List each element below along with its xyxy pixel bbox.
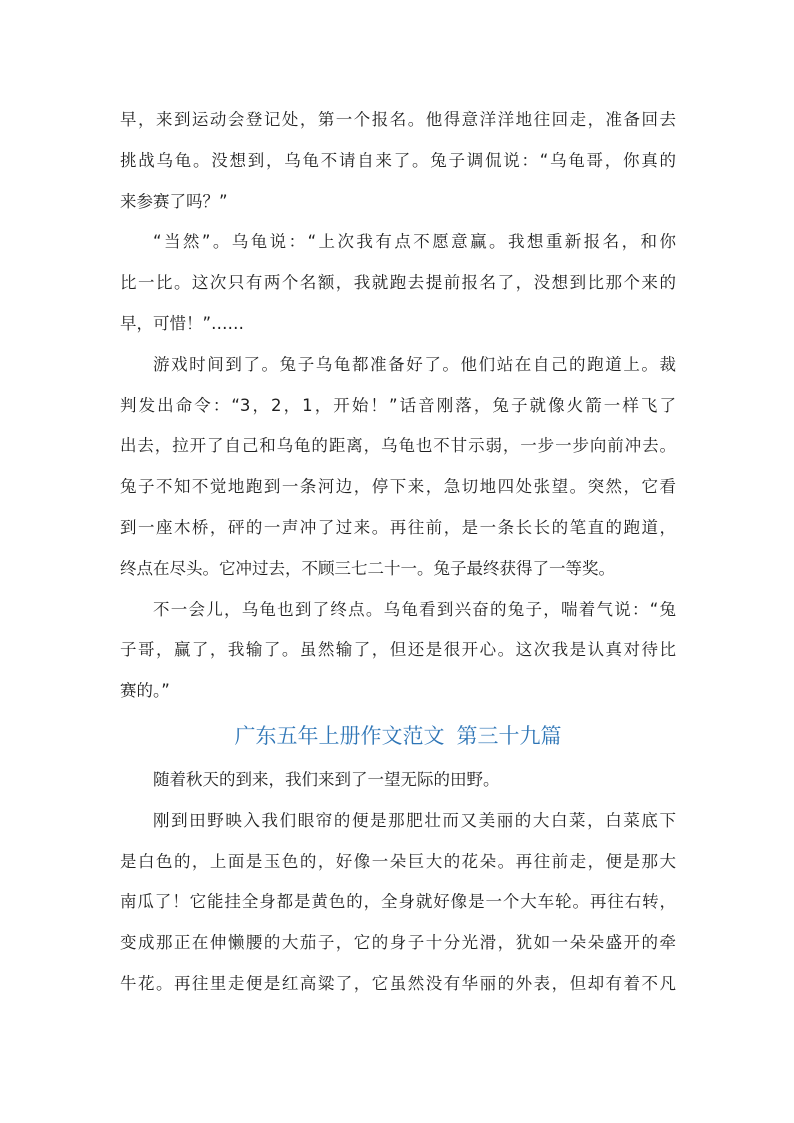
text-line: 是白色的，上面是玉色的，好像一朵巨大的花朵。再往前走，便是那大 (120, 851, 676, 871)
text-line: 随着秋天的到来，我们来到了一望无际的田野。 (153, 769, 500, 789)
text-line: 牛花。再往里走便是红高粱了，它虽然没有华丽的外表，但却有着不凡 (120, 973, 676, 993)
heading-subtitle: 第三十九篇 (456, 723, 562, 748)
paragraph (120, 100, 676, 222)
text-line: 早，可惜！”…… (120, 313, 245, 333)
text-line: 终点在尽头。它冲过去，不顾三七二十一。兔子最终获得了一等奖。 (120, 558, 615, 578)
text-line: 游戏时间到了。兔子乌龟都准备好了。他们站在自己的跑道上。裁 (153, 354, 676, 374)
text-line: 来参赛了吗？” (120, 191, 228, 211)
text-line: 赛的。” (120, 681, 170, 701)
text-line: 刚到田野映入我们眼帘的便是那肥壮而又美丽的大白菜，白菜底下 (153, 810, 676, 830)
heading-title: 广东五年上册作文范文 (234, 723, 445, 748)
text-line: 变成那正在伸懒腰的大茄子，它的身子十分光滑，犹如一朵朵盛开的牵 (120, 933, 676, 953)
text-line: 早，来到运动会登记处，第一个报名。他得意洋洋地往回走，准备回去 (120, 110, 676, 129)
text-line: 出去，拉开了自己和乌龟的距离，乌龟也不甘示弱，一步一步向前冲去。 (120, 436, 676, 456)
paragraph (120, 801, 676, 1005)
section-heading (120, 712, 676, 760)
paragraph (120, 590, 676, 712)
text-line: 南瓜了！它能挂全身都是黄色的，全身就好像是一个大车轮。再往右转， (120, 892, 676, 912)
text-line: “当然”。乌龟说：“上次我有点不愿意赢。我想重新报名，和你 (153, 232, 676, 252)
text-line: 到一座木桥，砰的一声冲了过来。再往前，是一条长长的笔直的跑道， (120, 517, 676, 537)
text-line: 兔子不知不觉地跑到一条河边，停下来，急切地四处张望。突然，它看 (120, 477, 676, 497)
text-line: 挑战乌龟。没想到，乌龟不请自来了。兔子调侃说：“乌龟哥，你真的 (120, 150, 676, 170)
text-line: 判发出命令：“3，2，1，开始！”话音刚落，兔子就像火箭一样飞了 (120, 395, 676, 415)
paragraph (120, 760, 676, 801)
text-line: 子哥，赢了，我输了。虽然输了，但还是很开心。这次我是认真对待比 (120, 640, 676, 660)
text-line: 不一会儿，乌龟也到了终点。乌龟看到兴奋的兔子，喘着气说：“兔 (153, 599, 676, 619)
text-line: 比一比。这次只有两个名额，我就跑去提前报名了，没想到比那个来的 (120, 273, 676, 293)
paragraph (120, 222, 676, 344)
document-body (120, 100, 676, 1005)
paragraph (120, 345, 676, 590)
